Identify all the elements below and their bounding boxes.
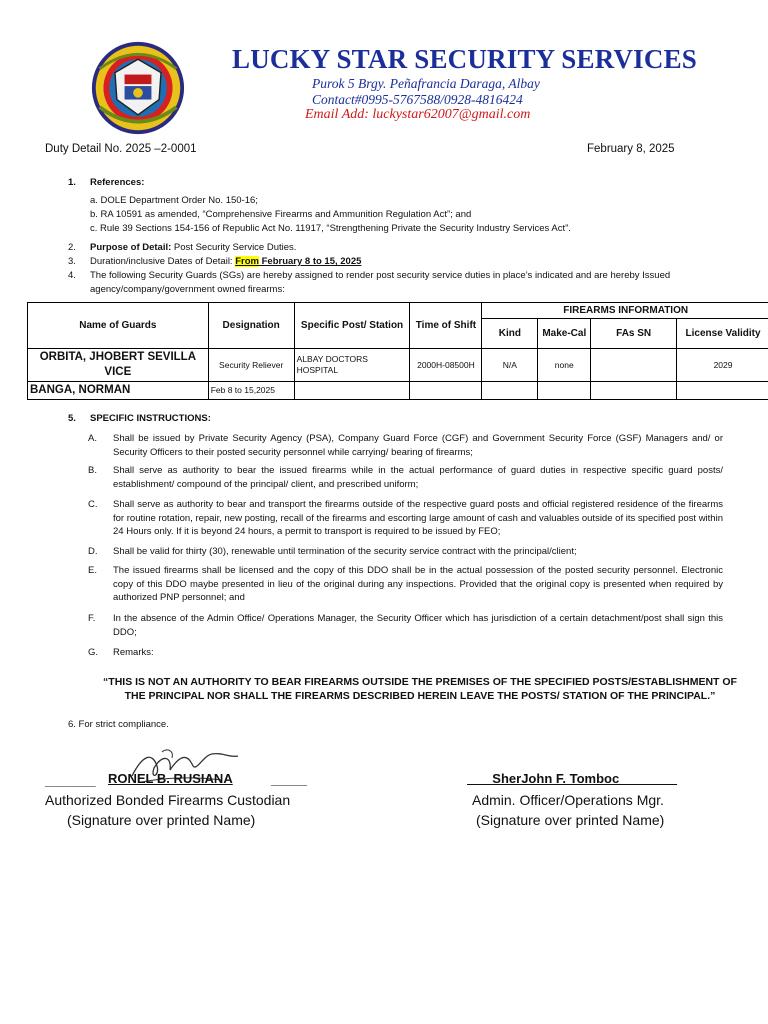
guard-designation: Security Reliever xyxy=(208,349,294,382)
guards-table xyxy=(27,302,768,400)
instruction-letter: G. xyxy=(88,647,99,658)
references-number: 1. xyxy=(68,177,76,188)
table-row xyxy=(28,349,768,382)
guard-post: ALBAY DOCTORS HOSPITAL xyxy=(294,349,410,382)
signatory-2-caption: (Signature over printed Name) xyxy=(476,812,665,828)
table-header-row xyxy=(28,303,768,319)
instruction-letter: D. xyxy=(88,546,98,557)
firearm-make xyxy=(538,382,591,400)
signatory-1-name: RONEL B. RUSIANA xyxy=(108,771,233,786)
guard-time xyxy=(410,382,482,400)
col-header-sn: FAs SN xyxy=(591,319,677,349)
signatory-1-line xyxy=(45,773,96,788)
instruction-text: In the absence of the Admin Office/ Operations Manager, the Security Officer which has jurisdiction of a certain detachment/post shall sign this DDO; xyxy=(113,613,723,638)
col-header-time: Time of Shift xyxy=(410,303,482,349)
reference-item: a. DOLE Department Order No. 150-16; xyxy=(90,195,258,206)
guard-name: ORBITA, JHOBERT SEVILLA VICE xyxy=(28,349,209,382)
reference-item: c. Rule 39 Sections 154-156 of Republic Act No. 11917, “Strengthening Private the Security Industry Services Act”. xyxy=(90,223,571,234)
agency-contact: Contact#0995-5767588/0928-4816424 xyxy=(312,92,523,107)
duration-number: 3. xyxy=(68,256,76,267)
col-header-firearms: FIREARMS INFORMATION xyxy=(482,303,768,319)
references-heading: References: xyxy=(90,177,145,188)
assignment-text-line1: The following Security Guards (SGs) are hereby assigned to render post security service duties in place’s indicated and are hereby Issued xyxy=(90,270,671,281)
duty-detail-date: February 8, 2025 xyxy=(587,143,675,155)
firearm-make: none xyxy=(538,349,591,382)
signatory-1-role: Authorized Bonded Firearms Custodian xyxy=(45,792,291,808)
col-header-name: Name of Guards xyxy=(28,303,209,349)
remark-quote: “THIS IS NOT AN AUTHORITY TO BEAR FIREARMS OUTSIDE THE PREMISES OF THE SPECIFIED POSTS/ESTABLISHMENT OF THE PRINCIPAL NOR SHALL THE FIREARMS DESCRIBED HEREIN LEAVE THE POSTS/ STATION OF THE PRINCIPAL.” xyxy=(103,676,737,702)
instruction-text: The issued firearms shall be licensed and the copy of this DDO shall be in the actual possession of the posted security personnel. Electronic copy of this DDO maybe presented in lieu of the original during any inspections. Provided that the original copy is presented when required by authorized PNP personnel; and xyxy=(113,565,723,603)
col-header-post: Specific Post/ Station xyxy=(294,303,410,349)
instructions-heading: SPECIFIC INSTRUCTIONS: xyxy=(90,413,211,424)
instruction-letter: F. xyxy=(88,613,96,624)
signatory-2-role: Admin. Officer/Operations Mgr. xyxy=(472,792,664,808)
firearm-sn xyxy=(591,349,677,382)
signatory-1-caption: (Signature over printed Name) xyxy=(67,812,256,828)
duration-highlight: From xyxy=(235,256,259,267)
assignment-number: 4. xyxy=(68,270,76,281)
duty-detail-number: Duty Detail No. 2025 –2-0001 xyxy=(45,143,197,155)
instruction-letter: A. xyxy=(88,433,97,444)
compliance-note: 6. For strict compliance. xyxy=(68,719,169,730)
col-header-make: Make-Cal xyxy=(538,319,591,349)
purpose-label: Purpose of Detail: xyxy=(90,242,172,253)
signatory-1-trail: _____ xyxy=(271,772,308,787)
purpose-value: Post Security Service Duties. xyxy=(171,242,297,253)
firearm-license: 2029 xyxy=(677,349,768,382)
instruction-letter: B. xyxy=(88,465,97,476)
guard-name: BANGA, NORMAN xyxy=(28,382,209,400)
signatory-2-name: ___SherJohn F. Tomboc________ xyxy=(467,771,678,786)
duration-label: Duration/inclusive Dates of Detail: xyxy=(90,256,236,267)
instruction-letter: E. xyxy=(88,565,97,576)
guard-time: 2000H-08500H xyxy=(410,349,482,382)
instruction-text: Shall be valid for thirty (30), renewable until termination of the security service contract with the principal/client; xyxy=(113,546,577,557)
instruction-text: Shall be issued by Private Security Agency (PSA), Company Guard Force (CGF) and Government Security Force (GSF) Managers and/ or Security Officers to their posted security personnel while carrying/ bearing of firearms; xyxy=(113,433,723,458)
instruction-text: Shall serve as authority to bear the issued firearms while in the actual performance of guard duties in respective specific guard posts/ establishment/ compound of the principal/ client, and prescribed uniform; xyxy=(113,465,723,490)
purpose-of-detail xyxy=(90,241,296,254)
firearm-sn xyxy=(591,382,677,400)
duration-of-detail xyxy=(90,255,361,268)
firearm-kind: N/A xyxy=(482,349,538,382)
firearm-kind xyxy=(482,382,538,400)
guard-designation: Feb 8 to 15,2025 xyxy=(208,382,294,400)
assignment-text-line2: agency/company/government owned firearms: xyxy=(90,284,285,295)
guard-post xyxy=(294,382,410,400)
instruction-letter: C. xyxy=(88,499,98,510)
agency-address: Purok 5 Brgy. Peñafrancia Daraga, Albay xyxy=(312,76,540,91)
col-header-designation: Designation xyxy=(208,303,294,349)
duration-value: February 8 to 15, 2025 xyxy=(258,256,362,267)
instruction-text: Shall serve as authority to bear and transport the firearms outside of the respective guard posts and official registered residence of the firearms for routine rotation, repair, new posting, recall of the firearms and escorting large amount of cash and valuables outside of its specified post within 24 Hours only. If it is beyond 24 hours, a permit to transport is required to be issued by FEO; xyxy=(113,499,723,537)
agency-name: LUCKY STAR SECURITY SERVICES xyxy=(232,44,698,74)
col-header-kind: Kind xyxy=(482,319,538,349)
firearm-license xyxy=(677,382,768,400)
signatory-1-lead: _______ xyxy=(45,773,96,788)
instruction-text: Remarks: xyxy=(113,647,154,658)
security-agency-seal-icon xyxy=(90,40,186,136)
reference-item: b. RA 10591 as amended, “Comprehensive Firearms and Ammunition Regulation Act”; and xyxy=(90,209,472,220)
purpose-number: 2. xyxy=(68,242,76,253)
col-header-license: License Validity xyxy=(677,319,768,349)
instructions-number: 5. xyxy=(68,413,76,424)
table-row xyxy=(28,382,768,400)
agency-email: Email Add: luckystar62007@gmail.com xyxy=(305,107,531,122)
